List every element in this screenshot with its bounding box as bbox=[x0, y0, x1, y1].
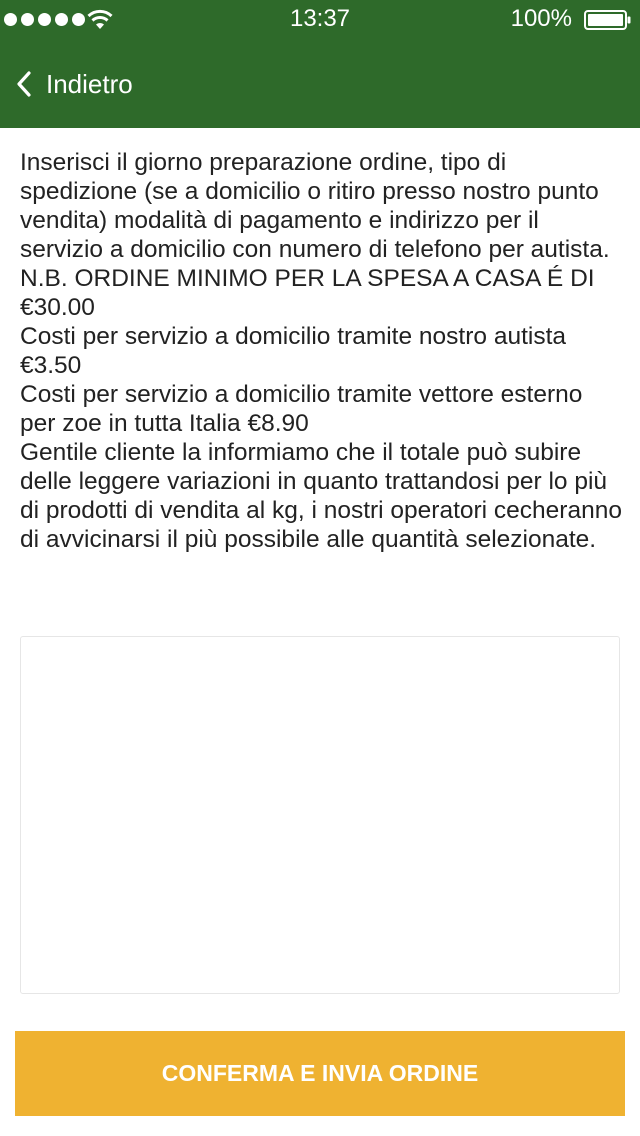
order-info-text bbox=[20, 148, 624, 554]
info-paragraph-weight-notice: Gentile cliente la informiamo che il totale può subire delle leggere variazioni in quanto trattandosi per lo più di prodotti di vendita al kg, i nostri operatori cecheranno di avvicinarsi il più possibile alle quantità selezionate. bbox=[20, 439, 622, 553]
info-paragraph-instructions: Inserisci il giorno preparazione ordine, tipo di spedizione (se a domicilio o ritiro presso nostro punto vendita) modalità di pagamento e indirizzo per il servizio a domicilio con numero di telefono per autista. bbox=[20, 149, 610, 263]
status-time: 13:37 bbox=[289, 5, 351, 32]
battery-percent: 100% bbox=[510, 5, 572, 32]
status-bar bbox=[0, 0, 640, 40]
back-button[interactable] bbox=[16, 64, 133, 104]
info-paragraph-courier-cost: Costi per servizio a domicilio tramite vettore esterno per zoe in tutta Italia €8.90 bbox=[20, 381, 583, 437]
chevron-left-icon bbox=[16, 70, 32, 98]
nav-bar bbox=[0, 40, 640, 128]
header bbox=[0, 0, 640, 128]
info-paragraph-driver-cost: Costi per servizio a domicilio tramite nostro autista €3.50 bbox=[20, 323, 567, 379]
battery-icon bbox=[584, 10, 632, 30]
back-label: Indietro bbox=[46, 68, 133, 99]
info-paragraph-minimum-order: N.B. ORDINE MINIMO PER LA SPESA A CASA É DI €30.00 bbox=[20, 265, 595, 321]
confirm-order-button[interactable]: CONFERMA E INVIA ORDINE bbox=[15, 1031, 625, 1116]
order-notes-textarea[interactable] bbox=[20, 636, 620, 994]
